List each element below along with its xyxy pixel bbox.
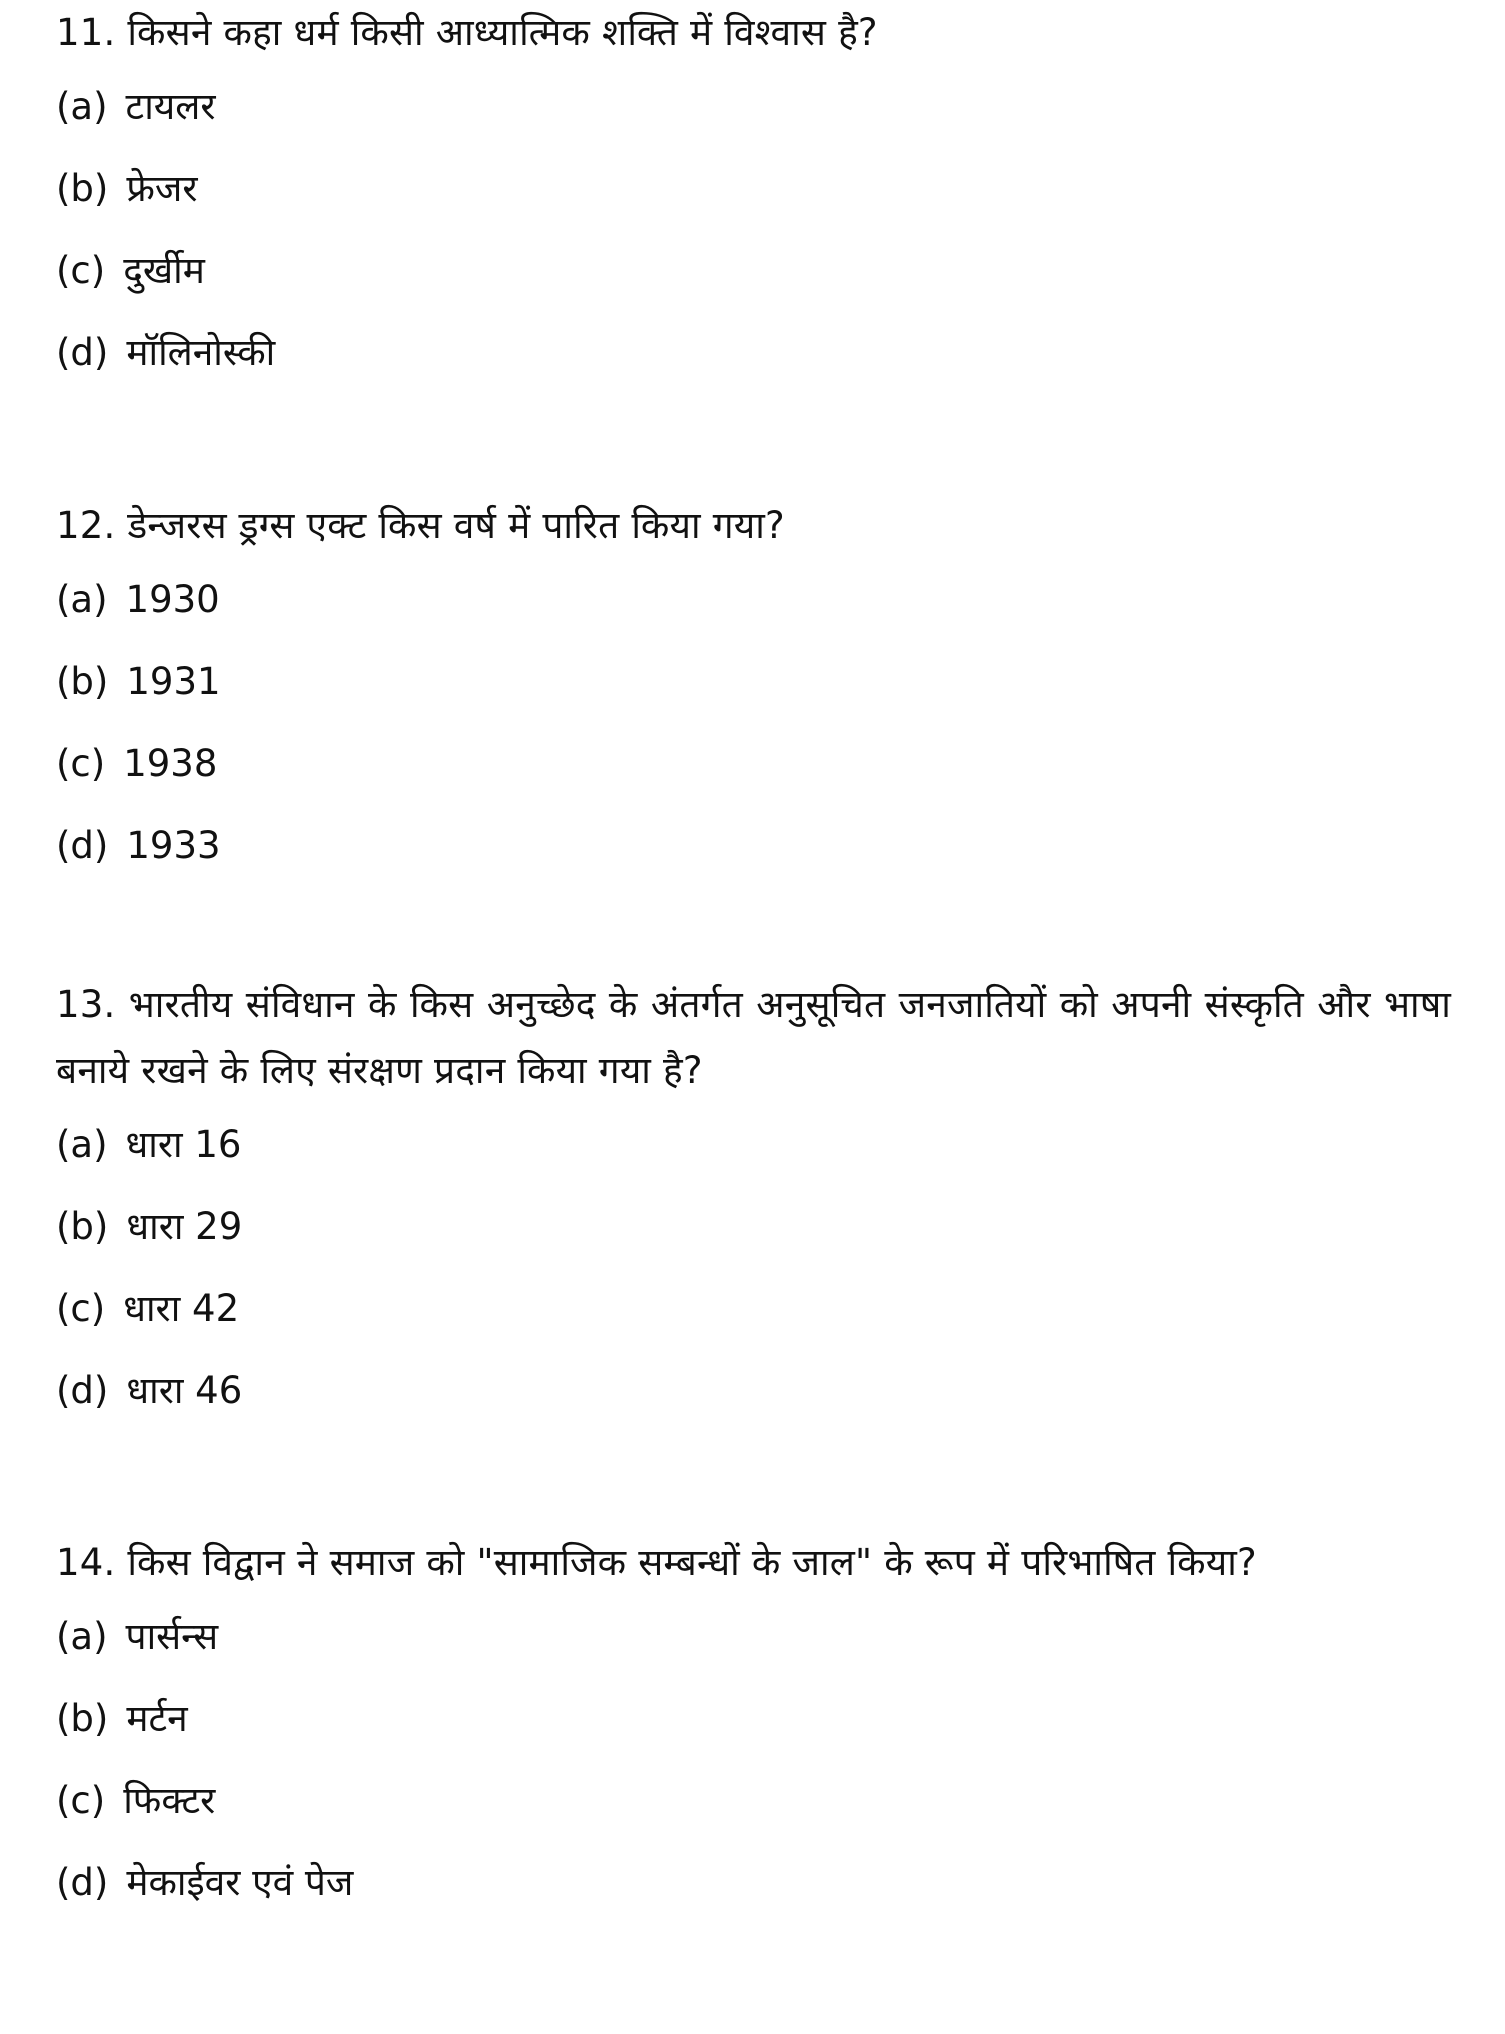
- option-text: धारा 46: [126, 1369, 243, 1412]
- option-text: 1931: [126, 660, 221, 703]
- option-letter: (d): [56, 1861, 109, 1904]
- option-a[interactable]: [56, 82, 1451, 164]
- question-text: 11. किसने कहा धर्म किसी आध्यात्मिक शक्ति में विश्वास है?: [56, 11, 878, 54]
- option-letter: (c): [56, 742, 106, 785]
- option-text: धारा 29: [126, 1205, 243, 1248]
- option-list: [56, 575, 1451, 903]
- option-text: दुर्खीम: [123, 249, 205, 292]
- option-d[interactable]: [56, 821, 1451, 903]
- option-letter: (d): [56, 1369, 109, 1412]
- option-list: [56, 1612, 1451, 1940]
- option-text: फिक्टर: [123, 1779, 216, 1822]
- question-12: [56, 493, 1451, 903]
- option-letter: (a): [56, 85, 108, 128]
- option-letter: (a): [56, 1615, 108, 1658]
- option-letter: (c): [56, 1779, 106, 1822]
- option-text: मर्टन: [126, 1697, 188, 1740]
- option-letter: (c): [56, 1287, 106, 1330]
- option-list: [56, 1120, 1451, 1448]
- option-letter: (b): [56, 167, 109, 210]
- question-14: [56, 1530, 1451, 1940]
- question-text: 13. भारतीय संविधान के किस अनुच्छेद के अंतर्गत अनुसूचित जनजातियों को अपनी संस्कृति और भाषा बनाये रखने के लिए संरक्षण प्रदान किया गया है?: [56, 983, 1451, 1092]
- option-letter: (b): [56, 1205, 109, 1248]
- option-a[interactable]: [56, 1612, 1451, 1694]
- option-letter: (b): [56, 660, 109, 703]
- option-text: 1930: [125, 578, 220, 621]
- option-b[interactable]: [56, 1202, 1451, 1284]
- option-b[interactable]: [56, 1694, 1451, 1776]
- option-text: 1938: [123, 742, 218, 785]
- option-letter: (c): [56, 249, 106, 292]
- option-d[interactable]: [56, 1366, 1451, 1448]
- option-text: मॉलिनोस्की: [126, 331, 276, 374]
- option-b[interactable]: [56, 657, 1451, 739]
- option-a[interactable]: [56, 1120, 1451, 1202]
- option-letter: (a): [56, 1123, 108, 1166]
- option-text: मेकाईवर एवं पेज: [126, 1861, 354, 1904]
- option-d[interactable]: [56, 1858, 1451, 1940]
- option-c[interactable]: [56, 1284, 1451, 1366]
- option-letter: (d): [56, 824, 109, 867]
- option-b[interactable]: [56, 164, 1451, 246]
- question-11: [56, 0, 1451, 410]
- question-text: 12. डेन्जरस ड्रग्स एक्ट किस वर्ष में पारित किया गया?: [56, 504, 785, 547]
- option-a[interactable]: [56, 575, 1451, 657]
- option-text: धारा 16: [125, 1123, 242, 1166]
- question-text: 14. किस विद्वान ने समाज को "सामाजिक सम्बन्धों के जाल" के रूप में परिभाषित किया?: [56, 1541, 1257, 1584]
- option-text: टायलर: [125, 85, 216, 128]
- option-c[interactable]: [56, 246, 1451, 328]
- option-letter: (b): [56, 1697, 109, 1740]
- option-letter: (d): [56, 331, 109, 374]
- option-letter: (a): [56, 578, 108, 621]
- question-13: [56, 972, 1451, 1448]
- option-d[interactable]: [56, 328, 1451, 410]
- option-c[interactable]: [56, 739, 1451, 821]
- option-list: [56, 82, 1451, 410]
- option-c[interactable]: [56, 1776, 1451, 1858]
- option-text: धारा 42: [123, 1287, 240, 1330]
- option-text: पार्सन्स: [125, 1615, 219, 1658]
- option-text: 1933: [126, 824, 221, 867]
- option-text: फ्रेजर: [126, 167, 198, 210]
